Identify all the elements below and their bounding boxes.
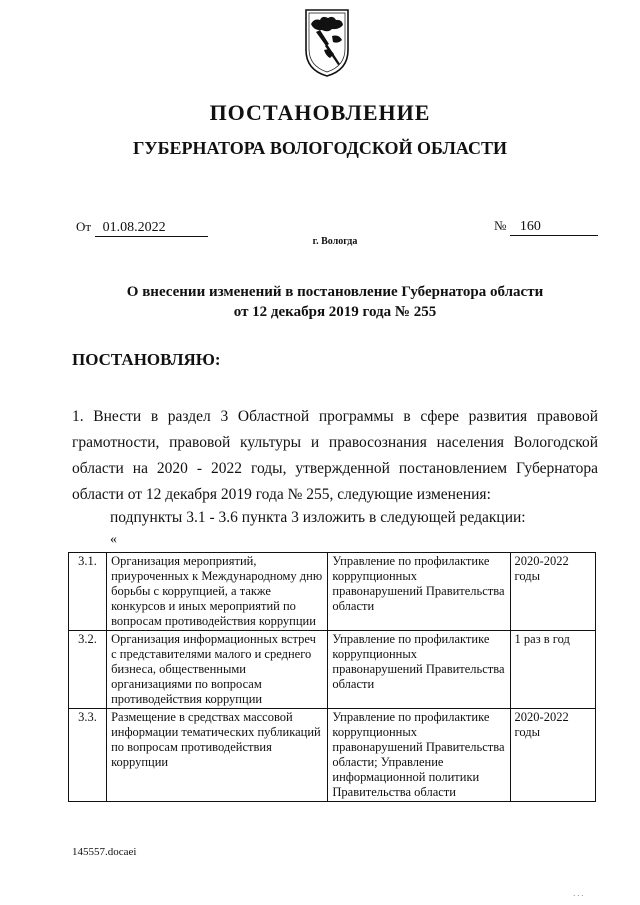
row-number: 3.1. — [69, 553, 107, 631]
opening-quote: « — [110, 532, 117, 547]
measures-table — [68, 552, 596, 802]
row-responsible: Управление по профилактике коррупционных правонарушений Правительства области — [328, 631, 510, 709]
table-row — [69, 553, 596, 631]
city-label: г. Вологда — [312, 236, 358, 247]
date-value: 01.08.2022 — [95, 220, 208, 237]
date-field — [76, 219, 208, 237]
decree-heading: ПОСТАНОВЛЯЮ: — [72, 350, 221, 369]
coat-of-arms-icon — [302, 6, 352, 80]
subject-line-1: О внесении изменений в постановление Губернатора области — [126, 284, 544, 300]
table-row — [69, 709, 596, 802]
document-subtitle: ГУБЕРНАТОРА ВОЛОГОДСКОЙ ОБЛАСТИ — [132, 138, 508, 158]
row-number: 3.3. — [69, 709, 107, 802]
paragraph-1-text: 1. Внести в раздел 3 Областной программы в сфере развития правовой грамотности, правовой культуры и правосознания населения Вологодской области на 2020 - 2022 годы, утвержденной постановлением Губернатора области от 12 декабря 2019 года № 255, следующие изменения: — [72, 408, 598, 503]
number-value: 160 — [510, 219, 598, 236]
subject-line-2: от 12 декабря 2019 года № 255 — [233, 304, 437, 320]
document-subject — [60, 282, 610, 322]
row-description: Организация информационных встреч с представителями малого и среднего бизнеса, общественными организациями по вопросам противодействия коррупции — [107, 631, 328, 709]
document-title: ПОСТАНОВЛЕНИЕ — [209, 100, 431, 125]
file-code: 145557.docaei — [72, 846, 137, 858]
row-number: 3.2. — [69, 631, 107, 709]
number-field — [494, 218, 598, 236]
row-term: 2020-2022 годы — [510, 553, 595, 631]
table-row — [69, 631, 596, 709]
row-term: 2020-2022 годы — [510, 709, 595, 802]
subparagraph: подпункты 3.1 - 3.6 пункта 3 изложить в следующей редакции: — [110, 509, 526, 526]
row-description: Организация мероприятий, приуроченных к Международному дню борьбы с коррупцией, а также конкурсов и иных мероприятий по вопросам противодействия коррупции — [107, 553, 328, 631]
paragraph-1 — [72, 404, 598, 508]
number-label: № — [494, 218, 507, 233]
row-responsible: Управление по профилактике коррупционных правонарушений Правительства области — [328, 553, 510, 631]
date-label: От — [76, 219, 92, 234]
page-marks: · · · — [573, 892, 584, 900]
row-description: Размещение в средствах массовой информации тематических публикаций по вопросам противодействия коррупции — [107, 709, 328, 802]
row-term: 1 раз в год — [510, 631, 595, 709]
row-responsible: Управление по профилактике коррупционных правонарушений Правительства области; Управление информационной политики Правительства области — [328, 709, 510, 802]
